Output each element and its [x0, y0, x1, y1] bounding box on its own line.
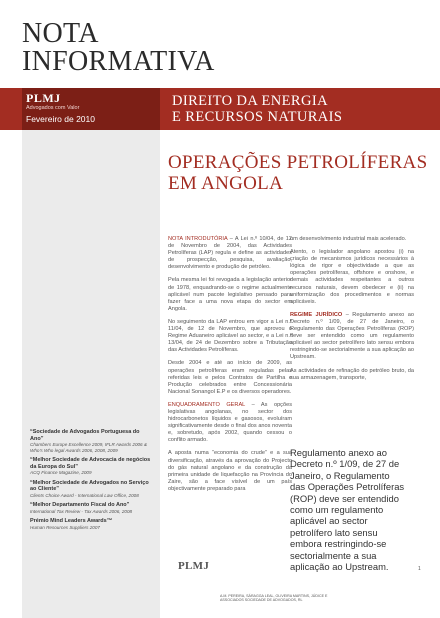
paragraph-text: A aposta numa “economia do crude” e a sua diversificação, através da aprovação do Projecto do gás natural angolano e da construção da primeira unidade de liquefacção na Província do Zaire, são a face visível de um país objectivamente preparado para: [168, 450, 292, 492]
newsletter-title-line2: INFORMATIVA: [22, 46, 215, 77]
paragraph: [168, 360, 292, 395]
paragraph-text: No seguimento da LAP entrou em vigor a Lei n.º 11/04, de 12 de Novembro, que aprovou o Regime Aduaneiro aplicável ao sector, e a Lei n.º 13/04, de 24 de Dezembro sobre a Tributação das Actividades Petrolíferas.: [168, 318, 292, 354]
left-sidebar: [22, 130, 160, 618]
award-source: ACQ Finance Magazine, 2009: [30, 470, 92, 476]
award-source: International Tax Review - Tax Awards 2006, 2008: [30, 508, 133, 514]
paragraph-text: Pela mesma lei foi revogada a legislação anterior de 1978, enquadrando-se o regime actualmente aplicável num pacote legislativo pensado para fazer face a uma nova etapa do sector em Angola.: [168, 277, 292, 312]
brand-logo: PLMJ: [26, 91, 61, 105]
footer-firm-name: A.M. PEREIRA, SÁRAGGA LEAL, OLIVEIRA MARTINS, JÚDICE E ASSOCIADOS SOCIEDADE DE ADVOGADOS, RL: [220, 594, 328, 603]
awards-list: [30, 429, 154, 535]
award-source: Chambers Europe Excellence 2009, IFLR Awards 2006 & Who's Who legal Awards 2006, 2008, 2009: [30, 442, 147, 453]
section-title: [172, 93, 342, 125]
paragraph-text: – Regulamento anexo ao Decreto n.º 1/09, de 27 de Janeiro, o Regulamento das Operações Petrolíferas (ROP) deve ser entendido como um regulamento aplicável ao sector petrolífero lato sensu embora restringindo-se sectorialmente a sua aplicação ao Upstream.: [290, 311, 414, 361]
paragraph: [290, 368, 414, 382]
issue-date: Fevereiro de 2010: [26, 114, 95, 124]
pull-quote: Regulamento anexo ao Decreto n.º 1/09, de 27 de Janeiro, o Regulamento das Operações Petrolíferas (ROP) deve ser entendido como um regulamento aplicável ao sector petrolífero lato sensu embora restringindo-se sectorialmente a sua aplicação ao Upstream.: [290, 447, 405, 573]
paragraph: [168, 319, 292, 354]
paragraph-text: um desenvolvimento industrial mais acelerado.: [290, 236, 407, 242]
section-title-line2: E RECURSOS NATURAIS: [172, 109, 343, 125]
paragraph-text: – As opções legislativas angolanas, no sector dos hidrocarbonetos líquidos e gasosos, evoluíram significativamente desde o final dos anos noventa e, sobretudo, após 2002, quando cessou o conflito armado.: [168, 401, 293, 444]
section-title-line1: DIREITO DA ENERGIA: [172, 93, 328, 109]
award-source: Human Resources Suppliers 2007: [30, 524, 100, 530]
article-heading-line1: OPERAÇÕES PETROLÍFERAS: [168, 152, 428, 173]
paragraph: [168, 402, 292, 445]
paragraph: [168, 236, 292, 271]
brand-tagline: Advogados com Valor: [26, 105, 80, 111]
award-item: [30, 518, 154, 530]
newsletter-title: [22, 20, 215, 76]
award-title: Prémio Mind Leaders Awards™: [30, 518, 113, 525]
award-item: [30, 480, 154, 499]
paragraph: [168, 450, 292, 493]
newsletter-title-line1: NOTA: [22, 18, 99, 49]
paragraph-lead: NOTA INTRODUTÓRIA: [168, 236, 228, 242]
paragraph-text: Atento, o legislador angolano apostou (i) na criação de mecanismos jurídicos necessários à lógica de rigor e objectividade a que as operações petrolíferas, offshore e onshore, e demais actividades respeitantes a outros recursos naturais, devem obedecer e (ii) na uniformização dos procedimentos e normas aplicáveis.: [290, 249, 414, 305]
paragraph-text: Desde 2004 e até ao início de 2009, as operações petrolíferas eram reguladas pelas referidas leis e pelos Contratos de Partilha e Produção celebrados entre Concessionária Nacional Sonangol E.P e os diversos operadores.: [168, 360, 292, 395]
award-item: [30, 502, 154, 514]
paragraph: [290, 236, 414, 243]
article-column-left: [168, 236, 292, 499]
paragraph-text: As actividades de refinação do petróleo bruto, da sua armazenagem, transporte,: [290, 367, 414, 381]
article-heading-line2: EM ANGOLA: [168, 173, 284, 194]
paragraph-text: – A Lei n.º 10/04, de 12 de Novembro de 2004, das Actividades Petrolíferas (LAP) regula e define as actividades de prospecção, pesquisa, avaliação, desenvolvimento e produção de petróleo.: [168, 236, 292, 271]
footer-logo: PLMJ: [178, 560, 210, 572]
page-number: 1: [418, 566, 421, 572]
paragraph: [290, 249, 414, 306]
award-source: Clients Choice Award - International Law Office, 2008: [30, 492, 139, 498]
award-title: “Melhor Sociedade de Advocacia de negócios da Europa do Sul”: [30, 457, 151, 470]
article-heading: [168, 152, 430, 194]
paragraph: [168, 277, 292, 312]
paragraph-lead: REGIME JURÍDICO: [290, 311, 343, 318]
award-title: “Melhor Departamento Fiscal do Ano”: [30, 502, 130, 509]
paragraph: [290, 312, 414, 362]
award-item: [30, 457, 154, 476]
award-title: “Melhor Sociedade de Advogados no Serviço ao Cliente”: [30, 479, 149, 493]
award-title: “Sociedade de Advogados Portuguesa do Ano”: [30, 429, 140, 442]
article-column-right: [290, 236, 414, 388]
award-item: [30, 429, 154, 453]
paragraph-lead: ENQUADRAMENTO GERAL: [168, 401, 246, 408]
